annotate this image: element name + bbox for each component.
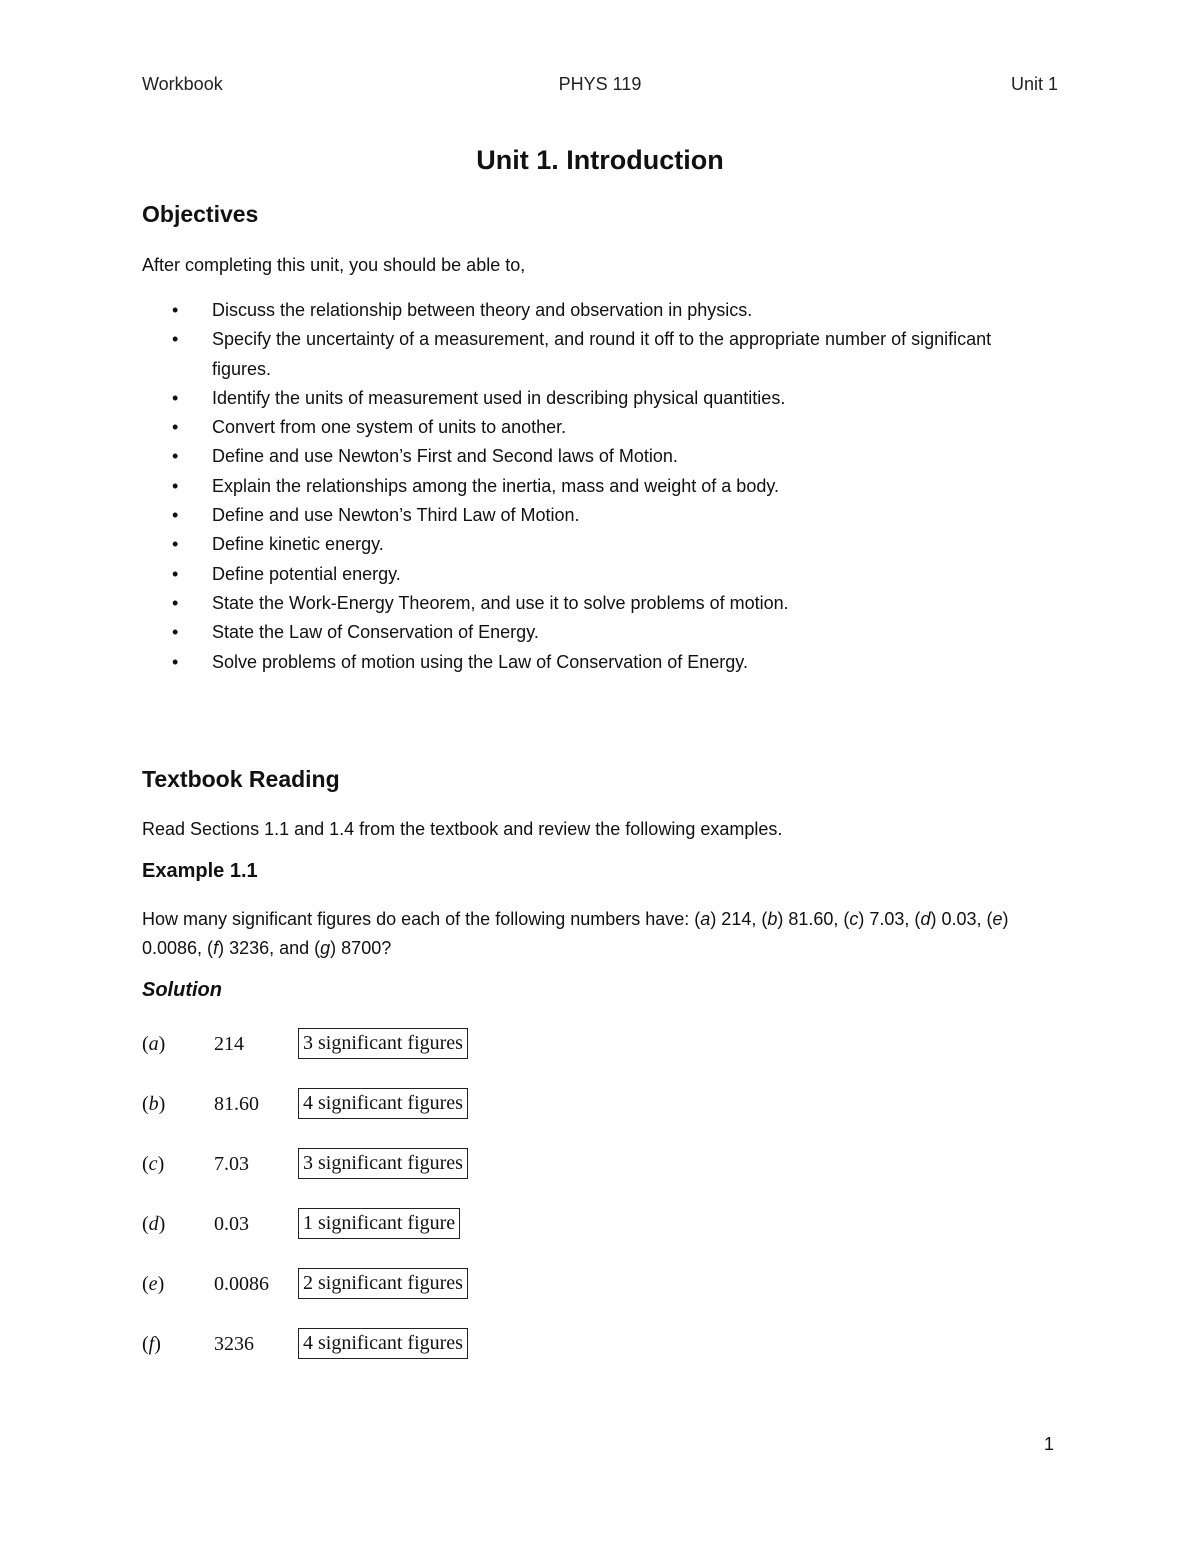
bullet-icon: •: [172, 300, 179, 320]
solution-label: (c): [142, 1153, 165, 1175]
bullet-icon: •: [172, 592, 179, 613]
solution-label: (f): [142, 1333, 161, 1355]
question-text: ) 0.0086, (: [142, 909, 1009, 958]
bullet-icon: •: [172, 329, 179, 350]
objective-text: Define potential energy.: [212, 563, 401, 584]
bullet-icon: •: [172, 534, 179, 555]
solution-number: 81.60: [214, 1093, 259, 1115]
reading-text: Read Sections 1.1 and 1.4 from the textbook and review the following examples.: [142, 819, 783, 839]
solution-label: (d): [142, 1213, 166, 1235]
question-text: ) 0.03, (: [930, 909, 993, 929]
solution-number: 3236: [214, 1333, 254, 1355]
question-text: How many significant figures do each of the following numbers have: (: [142, 909, 701, 929]
objective-text: Define and use Newton’s Third Law of Motion.: [212, 505, 580, 526]
solution-number: 7.03: [214, 1153, 249, 1175]
solution-letter: a: [148, 1033, 159, 1055]
solution-row: [142, 1148, 542, 1182]
objectives-intro: After completing this unit, you should be able to,: [142, 255, 526, 275]
objective-text: Solve problems of motion using the Law of Conservation of Energy.: [212, 651, 748, 672]
objective-item: [142, 501, 1022, 530]
solution-answer-box: 4 significant figures: [298, 1328, 468, 1359]
question-text: ) 3236, and (: [218, 938, 321, 958]
letter-d: d: [920, 909, 931, 929]
header-right: Unit 1: [1010, 74, 1058, 94]
objective-item: [142, 442, 1022, 471]
objective-text: Discuss the relationship between theory and observation in physics.: [212, 300, 753, 320]
objective-text: Define kinetic energy.: [212, 534, 384, 555]
solution-answer-box: 1 significant figure: [298, 1208, 460, 1239]
question-text: ) 81.60, (: [777, 909, 850, 929]
solution-letter: d: [148, 1213, 159, 1235]
solution-label: (a): [142, 1033, 166, 1055]
textbook-reading-heading: Textbook Reading: [142, 766, 340, 792]
bullet-icon: •: [172, 475, 179, 496]
solution-row: [142, 1088, 542, 1122]
example-heading: Example 1.1: [142, 860, 258, 882]
letter-f: f: [213, 938, 219, 958]
solution-label: (e): [142, 1273, 165, 1295]
header-center: PHYS 119: [558, 74, 642, 94]
objective-item: [142, 384, 1022, 413]
objective-item: [142, 325, 1022, 384]
letter-c: c: [849, 909, 859, 929]
solution-label: (b): [142, 1093, 166, 1115]
page-number: 1: [1044, 1434, 1055, 1454]
bullet-icon: •: [172, 651, 179, 672]
objective-item: [142, 560, 1022, 589]
solution-row: [142, 1028, 542, 1062]
question-text: ) 7.03, (: [858, 909, 921, 929]
objective-text: Identify the units of measurement used in describing physical quantities.: [212, 387, 786, 408]
header-left: Workbook: [142, 74, 223, 94]
bullet-icon: •: [172, 622, 179, 643]
solution-letter: b: [148, 1093, 159, 1115]
objective-item: [142, 472, 1022, 501]
question-text: ) 8700?: [330, 938, 392, 958]
objective-item: [142, 296, 1022, 325]
solution-row: [142, 1328, 542, 1362]
bullet-icon: •: [172, 446, 179, 467]
solution-number: 0.03: [214, 1213, 249, 1235]
letter-e: e: [992, 909, 1003, 929]
letter-g: g: [320, 938, 331, 958]
solution-letter: f: [148, 1333, 155, 1355]
page-title: Unit 1. Introduction: [476, 145, 724, 175]
bullet-icon: •: [172, 563, 179, 584]
objective-text: Explain the relationships among the inertia, mass and weight of a body.: [212, 475, 779, 496]
example-question: [142, 905, 1032, 963]
objective-item: [142, 530, 1022, 559]
objective-text: Specify the uncertainty of a measurement, and round it off to the appropriate number of significant figures.: [212, 329, 992, 379]
bullet-icon: •: [172, 505, 179, 526]
objectives-heading: Objectives: [142, 201, 259, 227]
bullet-icon: •: [172, 387, 179, 408]
solution-answer-box: 3 significant figures: [298, 1028, 468, 1059]
solution-answer-box: 2 significant figures: [298, 1268, 468, 1299]
solution-row: [142, 1208, 542, 1242]
objective-item: [142, 589, 1022, 618]
solution-letter: e: [148, 1273, 158, 1295]
question-text: ) 214, (: [710, 909, 768, 929]
objective-item: [142, 648, 1022, 677]
solution-row: [142, 1268, 542, 1302]
objective-item: [142, 413, 1022, 442]
objectives-list: [142, 296, 1022, 677]
bullet-icon: •: [172, 417, 179, 438]
objective-text: Define and use Newton’s First and Second laws of Motion.: [212, 446, 678, 467]
solution-answer-box: 4 significant figures: [298, 1088, 468, 1119]
page-header: [142, 74, 1058, 98]
objective-text: Convert from one system of units to another.: [212, 417, 567, 438]
solution-letter: c: [148, 1153, 158, 1175]
objective-text: State the Law of Conservation of Energy.: [212, 622, 539, 643]
objective-text: State the Work-Energy Theorem, and use it to solve problems of motion.: [212, 592, 789, 613]
solution-heading: Solution: [142, 979, 222, 1001]
solution-number: 214: [214, 1033, 244, 1055]
solution-number: 0.0086: [214, 1273, 269, 1295]
objective-item: [142, 618, 1022, 647]
letter-a: a: [700, 909, 711, 929]
letter-b: b: [767, 909, 778, 929]
solution-answer-box: 3 significant figures: [298, 1148, 468, 1179]
